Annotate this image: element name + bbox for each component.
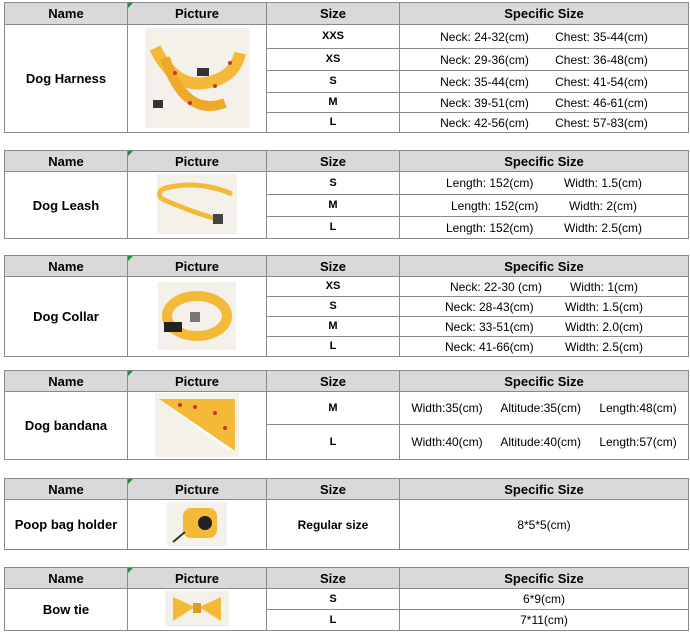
header-specific-size: Specific Size	[400, 479, 689, 500]
poop-bag-holder-image	[128, 500, 267, 550]
product-name: Dog Collar	[5, 277, 128, 357]
header-picture: Picture	[128, 256, 267, 277]
header-size: Size	[267, 256, 400, 277]
header-specific-size: Specific Size	[400, 151, 689, 172]
size-cell: L	[267, 337, 400, 357]
size-cell: M	[267, 195, 400, 217]
spec-cell: Neck: 29-36(cm) Chest: 36-48(cm)	[400, 49, 689, 71]
product-name: Bow tie	[5, 589, 128, 631]
size-cell: M	[267, 317, 400, 337]
collar-table	[4, 255, 689, 357]
spec-cell: Width:40(cm) Altitude:40(cm) Length:57(cm)	[400, 425, 689, 460]
spec-cell: Neck: 24-32(cm) Chest: 35-44(cm)	[400, 25, 689, 49]
size-cell: M	[267, 93, 400, 113]
bow-tie-image	[128, 589, 267, 631]
header-picture: Picture	[128, 479, 267, 500]
size-cell: S	[267, 297, 400, 317]
header-size: Size	[267, 3, 400, 25]
header-name: Name	[5, 479, 128, 500]
header-specific-size: Specific Size	[400, 256, 689, 277]
bandana-table	[4, 370, 689, 460]
product-name: Dog bandana	[5, 392, 128, 460]
spec-cell: Neck: 35-44(cm) Chest: 41-54(cm)	[400, 71, 689, 93]
product-name: Dog Harness	[5, 25, 128, 133]
spec-cell: Neck: 33-51(cm) Width: 2.0(cm)	[400, 317, 689, 337]
harness-image	[128, 25, 267, 133]
size-cell: XS	[267, 277, 400, 297]
spec-cell: Length: 152(cm) Width: 2(cm)	[400, 195, 689, 217]
product-name: Poop bag holder	[5, 500, 128, 550]
header-size: Size	[267, 151, 400, 172]
header-name: Name	[5, 256, 128, 277]
header-picture: Picture	[128, 151, 267, 172]
bow-tie-table	[4, 567, 689, 631]
collar-image	[128, 277, 267, 357]
harness-table	[4, 2, 689, 133]
spec-cell: 7*11(cm)	[400, 610, 689, 631]
spec-cell: Neck: 28-43(cm) Width: 1.5(cm)	[400, 297, 689, 317]
header-size: Size	[267, 568, 400, 589]
header-specific-size: Specific Size	[400, 371, 689, 392]
spec-cell: Length: 152(cm) Width: 2.5(cm)	[400, 217, 689, 239]
spec-cell: 6*9(cm)	[400, 589, 689, 610]
spec-cell: Neck: 22-30 (cm) Width: 1(cm)	[400, 277, 689, 297]
spec-cell: Neck: 41-66(cm) Width: 2.5(cm)	[400, 337, 689, 357]
header-picture: Picture	[128, 371, 267, 392]
spec-cell: Width:35(cm) Altitude:35(cm) Length:48(cm)	[400, 392, 689, 425]
header-picture: Picture	[128, 568, 267, 589]
header-specific-size: Specific Size	[400, 3, 689, 25]
size-cell: Regular size	[267, 500, 400, 550]
header-name: Name	[5, 568, 128, 589]
spec-cell: Neck: 39-51(cm) Chest: 46-61(cm)	[400, 93, 689, 113]
spec-cell: 8*5*5(cm)	[400, 500, 689, 550]
size-cell: L	[267, 425, 400, 460]
size-cell: L	[267, 217, 400, 239]
header-name: Name	[5, 371, 128, 392]
spec-cell: Length: 152(cm) Width: 1.5(cm)	[400, 172, 689, 195]
header-size: Size	[267, 371, 400, 392]
header-name: Name	[5, 3, 128, 25]
size-cell: XS	[267, 49, 400, 71]
leash-image	[128, 172, 267, 239]
size-cell: L	[267, 610, 400, 631]
header-picture: Picture	[128, 3, 267, 25]
spec-cell: Neck: 42-56(cm) Chest: 57-83(cm)	[400, 113, 689, 133]
size-cell: S	[267, 71, 400, 93]
size-cell: XXS	[267, 25, 400, 49]
size-cell: M	[267, 392, 400, 425]
size-cell: S	[267, 172, 400, 195]
header-name: Name	[5, 151, 128, 172]
size-cell: L	[267, 113, 400, 133]
leash-table	[4, 150, 689, 239]
header-specific-size: Specific Size	[400, 568, 689, 589]
bandana-image	[128, 392, 267, 460]
size-cell: S	[267, 589, 400, 610]
poop-bag-holder-table	[4, 478, 689, 550]
header-size: Size	[267, 479, 400, 500]
product-name: Dog Leash	[5, 172, 128, 239]
